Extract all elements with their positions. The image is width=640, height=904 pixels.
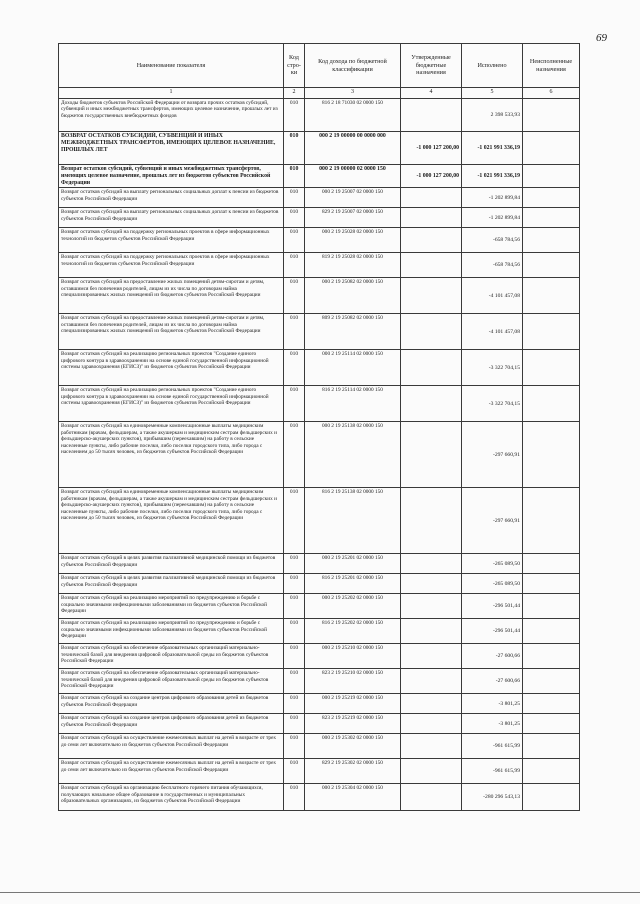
row-executed: -27 600,66 — [462, 644, 523, 669]
row-executed: -297 660,91 — [462, 488, 523, 554]
row-unexecuted — [523, 228, 580, 253]
row-line-code: 010 — [284, 228, 305, 253]
row-approved — [401, 350, 462, 386]
row-unexecuted — [523, 99, 580, 132]
row-unexecuted — [523, 132, 580, 165]
row-line-code: 010 — [284, 669, 305, 694]
row-income-code: 000 2 19 25219 02 0000 150 — [305, 694, 401, 714]
table-row — [59, 228, 580, 253]
row-name: Возврат остатков субсидий на предоставление жилых помещений детям-сиротам и детям, оставшимся без попечения родителей, лицам из их числа по договорам найма специализированных жилых помещений из бюджетов субъектов Российской Федерации — [59, 314, 284, 350]
row-approved — [401, 422, 462, 488]
row-executed: -658 784,56 — [462, 228, 523, 253]
row-unexecuted — [523, 165, 580, 188]
row-name: Возврат остатков субсидий на создание центров цифрового образования детей из бюджетов субъектов Российской Федерации — [59, 714, 284, 734]
row-income-code: 829 2 19 25007 02 0000 150 — [305, 208, 401, 228]
row-executed: -1 021 991 336,19 — [462, 165, 523, 188]
row-approved — [401, 208, 462, 228]
row-line-code: 010 — [284, 208, 305, 228]
row-name: Возврат остатков субсидий на осуществление ежемесячных выплат на детей в возрасте от трех до семи лет включительно из бюджетов субъектов Российской Федерации — [59, 759, 284, 784]
row-income-code: 823 2 19 25210 02 0000 150 — [305, 669, 401, 694]
row-line-code: 010 — [284, 644, 305, 669]
row-unexecuted — [523, 669, 580, 694]
row-name: Возврат остатков субсидий на создание центров цифрового образования детей из бюджетов субъектов Российской Федерации — [59, 694, 284, 714]
row-name: Возврат остатков субсидий на реализацию мероприятий по предупреждению и борьбе с социально значимыми инфекционными заболеваниями из бюджетов субъектов Российской Федерации — [59, 619, 284, 644]
row-name: Возврат остатков субсидий на выплату региональных социальных доплат к пенсии из бюджетов субъектов Российской Федерации — [59, 188, 284, 208]
row-line-code: 010 — [284, 574, 305, 594]
row-income-code: 000 2 19 00000 02 0000 150 — [305, 165, 401, 188]
row-name: Возврат остатков субсидий на поддержку региональных проектов в сфере информационных технологий из бюджетов субъектов Российской Федерации — [59, 253, 284, 278]
col-number-4: 4 — [401, 88, 462, 99]
row-line-code: 010 — [284, 314, 305, 350]
table-row — [59, 554, 580, 574]
row-executed: -3 322 704,15 — [462, 350, 523, 386]
row-approved — [401, 784, 462, 811]
row-income-code: 823 2 19 25219 02 0000 150 — [305, 714, 401, 734]
table-row — [59, 422, 580, 488]
row-income-code: 000 2 19 25201 02 0000 150 — [305, 554, 401, 574]
col-number-5: 5 — [462, 88, 523, 99]
row-line-code: 010 — [284, 554, 305, 574]
table-row — [59, 734, 580, 759]
row-line-code: 010 — [284, 99, 305, 132]
row-line-code: 010 — [284, 784, 305, 811]
row-income-code: 000 2 19 25082 02 0000 150 — [305, 278, 401, 314]
table-row — [59, 208, 580, 228]
table-row — [59, 99, 580, 132]
row-executed: -1 202 899,84 — [462, 208, 523, 228]
table-row — [59, 132, 580, 165]
row-line-code: 010 — [284, 132, 305, 165]
row-name: Возврат остатков субсидий на организацию бесплатного горячего питания обучающихся, получающих начальное общее образование в государственных и муниципальных образовательных организациях, из бюджетов субъектов Российской Федерации — [59, 784, 284, 811]
row-executed: -297 660,91 — [462, 422, 523, 488]
row-name: Возврат остатков субсидий на выплату региональных социальных доплат к пенсии из бюджетов субъектов Российской Федерации — [59, 208, 284, 228]
row-income-code: 000 2 19 00000 00 0000 000 — [305, 132, 401, 165]
header-name: Наименование показателя — [59, 44, 284, 88]
row-executed: -961 615,99 — [462, 734, 523, 759]
row-income-code: 829 2 19 25302 02 0000 150 — [305, 759, 401, 784]
row-name: Доходы бюджетов субъектов Российской Федерации от возврата прочих остатков субсидий, субвенций и иных межбюджетных трансфертов, имеющих целевое назначение, прошлых лет из бюджетов государственных внебюджетных фондов — [59, 99, 284, 132]
page-number: 69 — [596, 32, 607, 44]
table-row — [59, 253, 580, 278]
row-name: Возврат остатков субсидий в целях развития паллиативной медицинской помощи из бюджетов субъектов Российской Федерации — [59, 574, 284, 594]
row-unexecuted — [523, 734, 580, 759]
row-executed: -3 322 704,15 — [462, 386, 523, 422]
table-row — [59, 669, 580, 694]
row-line-code: 010 — [284, 694, 305, 714]
table-row — [59, 386, 580, 422]
table-row — [59, 350, 580, 386]
row-unexecuted — [523, 488, 580, 554]
row-executed: -296 501,44 — [462, 619, 523, 644]
table-row — [59, 188, 580, 208]
header-executed: Исполнено — [462, 44, 523, 88]
table-row — [59, 644, 580, 669]
row-unexecuted — [523, 314, 580, 350]
row-executed: -3 801,25 — [462, 694, 523, 714]
header-approved: Утвержденные бюджетные назначения — [401, 44, 462, 88]
row-name: Возврат остатков субсидий на реализацию региональных проектов "Создание единого цифрового контура в здравоохранении на основе единой государственной информационной системы здравоохранения (ЕГИСЗ)" из бюджетов субъектов Российской Федерации — [59, 350, 284, 386]
row-income-code: 809 2 19 25082 02 0000 150 — [305, 314, 401, 350]
row-executed: -3 801,25 — [462, 714, 523, 734]
row-income-code: 000 2 19 25302 02 0000 150 — [305, 734, 401, 759]
row-approved — [401, 554, 462, 574]
row-unexecuted — [523, 554, 580, 574]
row-line-code: 010 — [284, 350, 305, 386]
row-name: Возврат остатков субсидий на реализацию региональных проектов "Создание единого цифрового контура в здравоохранении на основе единой государственной информационной системы здравоохранения (ЕГИСЗ)" из бюджетов субъектов Российской Федерации — [59, 386, 284, 422]
scan-edge-line — [0, 892, 640, 893]
row-unexecuted — [523, 253, 580, 278]
table-row — [59, 278, 580, 314]
row-approved — [401, 594, 462, 619]
row-line-code: 010 — [284, 188, 305, 208]
table-row — [59, 619, 580, 644]
table-row — [59, 165, 580, 188]
row-name: Возврат остатков субсидий на осуществление ежемесячных выплат на детей в возрасте от трех до семи лет включительно из бюджетов субъектов Российской Федерации — [59, 734, 284, 759]
row-executed: 2 398 533,93 — [462, 99, 523, 132]
row-executed: -265 089,50 — [462, 554, 523, 574]
row-approved — [401, 574, 462, 594]
row-unexecuted — [523, 784, 580, 811]
table-row — [59, 784, 580, 811]
row-income-code: 000 2 19 25007 02 0000 150 — [305, 188, 401, 208]
row-approved — [401, 488, 462, 554]
row-unexecuted — [523, 188, 580, 208]
row-income-code: 000 2 19 25304 02 0000 150 — [305, 784, 401, 811]
row-executed: -658 784,56 — [462, 253, 523, 278]
header-line-code: Код стро-ки — [284, 44, 305, 88]
table-row — [59, 574, 580, 594]
row-income-code: 816 2 19 25114 02 0000 150 — [305, 386, 401, 422]
table-row — [59, 314, 580, 350]
row-income-code: 000 2 19 25202 02 0000 150 — [305, 594, 401, 619]
row-executed: -4 101 457,08 — [462, 314, 523, 350]
row-executed: -1 202 899,84 — [462, 188, 523, 208]
row-income-code: 000 2 19 25138 02 0000 150 — [305, 422, 401, 488]
row-approved — [401, 714, 462, 734]
row-approved — [401, 669, 462, 694]
row-line-code: 010 — [284, 386, 305, 422]
row-approved — [401, 228, 462, 253]
row-income-code: 819 2 19 25028 02 0000 150 — [305, 253, 401, 278]
row-executed: -27 600,66 — [462, 669, 523, 694]
row-line-code: 010 — [284, 422, 305, 488]
row-name: Возврат остатков субсидий, субвенций и иных межбюджетных трансфертов, имеющих целевое назначение, прошлых лет из бюджетов субъектов Российской Федерации — [59, 165, 284, 188]
row-unexecuted — [523, 694, 580, 714]
row-unexecuted — [523, 594, 580, 619]
row-executed: -961 615,99 — [462, 759, 523, 784]
col-number-6: 6 — [523, 88, 580, 99]
row-approved: -1 000 127 200,00 — [401, 165, 462, 188]
row-executed: -280 296 543,13 — [462, 784, 523, 811]
row-approved — [401, 694, 462, 714]
row-executed: -1 021 991 336,19 — [462, 132, 523, 165]
row-approved — [401, 99, 462, 132]
row-income-code: 816 2 18 71030 02 0000 150 — [305, 99, 401, 132]
row-unexecuted — [523, 422, 580, 488]
table-row — [59, 594, 580, 619]
row-income-code: 816 2 19 25138 02 0000 150 — [305, 488, 401, 554]
table-row — [59, 694, 580, 714]
col-number-1: 1 — [59, 88, 284, 99]
row-executed: -265 089,50 — [462, 574, 523, 594]
row-approved — [401, 759, 462, 784]
row-unexecuted — [523, 644, 580, 669]
row-line-code: 010 — [284, 619, 305, 644]
table-row — [59, 488, 580, 554]
row-name: Возврат остатков субсидий в целях развития паллиативной медицинской помощи из бюджетов субъектов Российской Федерации — [59, 554, 284, 574]
row-income-code: 000 2 19 25114 02 0000 150 — [305, 350, 401, 386]
row-income-code: 000 2 19 25028 02 0000 150 — [305, 228, 401, 253]
row-approved — [401, 386, 462, 422]
row-unexecuted — [523, 714, 580, 734]
row-approved — [401, 278, 462, 314]
header-row — [59, 44, 580, 88]
row-name: Возврат остатков субсидий на поддержку региональных проектов в сфере информационных технологий из бюджетов субъектов Российской Федерации — [59, 228, 284, 253]
row-approved: -1 000 127 200,00 — [401, 132, 462, 165]
row-name: Возврат остатков субсидий на реализацию мероприятий по предупреждению и борьбе с социально значимыми инфекционными заболеваниями из бюджетов субъектов Российской Федерации — [59, 594, 284, 619]
row-name: Возврат остатков субсидий на единовременные компенсационные выплаты медицинским работникам (врачам, фельдшерам, а также акушеркам и медицинским сестрам фельдшерских и фельдшерско-акушерских пунктов), прибывшим (переехавшим) на работу в сельские населенные пункты, либо рабочие поселки, либо поселки городского типа, либо города с населением до 50 тысяч человек, из бюджетов субъектов Российской Федерации — [59, 488, 284, 554]
row-approved — [401, 188, 462, 208]
row-unexecuted — [523, 619, 580, 644]
table-row — [59, 714, 580, 734]
row-income-code: 816 2 19 25202 02 0000 150 — [305, 619, 401, 644]
row-executed: -296 501,44 — [462, 594, 523, 619]
col-number-3: 3 — [305, 88, 401, 99]
row-name: Возврат остатков субсидий на единовременные компенсационные выплаты медицинским работникам (врачам, фельдшерам, а также акушеркам и медицинским сестрам фельдшерских и фельдшерско-акушерских пунктов), прибывшим (переехавшим) на работу в сельские населенные пункты, либо рабочие поселки, либо поселки городского типа, либо города с населением до 50 тысяч человек, из бюджетов субъектов Российской Федерации — [59, 422, 284, 488]
row-unexecuted — [523, 350, 580, 386]
header-unexecuted: Неисполненные назначения — [523, 44, 580, 88]
column-number-row — [59, 88, 580, 99]
row-unexecuted — [523, 386, 580, 422]
row-executed: -4 101 457,08 — [462, 278, 523, 314]
row-income-code: 816 2 19 25201 02 0000 150 — [305, 574, 401, 594]
row-approved — [401, 619, 462, 644]
row-line-code: 010 — [284, 488, 305, 554]
row-unexecuted — [523, 278, 580, 314]
table-row — [59, 759, 580, 784]
row-name: Возврат остатков субсидий на предоставление жилых помещений детям-сиротам и детям, оставшимся без попечения родителей, лицам из их числа по договорам найма специализированных жилых помещений из бюджетов субъектов Российской Федерации — [59, 278, 284, 314]
col-number-2: 2 — [284, 88, 305, 99]
row-line-code: 010 — [284, 714, 305, 734]
row-line-code: 010 — [284, 278, 305, 314]
row-approved — [401, 253, 462, 278]
row-line-code: 010 — [284, 594, 305, 619]
header-income-code: Код дохода по бюджетной классификации — [305, 44, 401, 88]
row-unexecuted — [523, 208, 580, 228]
row-name: Возврат остатков субсидий на обеспечение образовательных организаций материально-технической базой для внедрения цифровой образовательной среды из бюджетов субъектов Российской Федерации — [59, 669, 284, 694]
budget-table — [58, 43, 580, 811]
row-unexecuted — [523, 759, 580, 784]
row-line-code: 010 — [284, 759, 305, 784]
row-income-code: 000 2 19 25210 02 0000 150 — [305, 644, 401, 669]
row-line-code: 010 — [284, 253, 305, 278]
row-line-code: 010 — [284, 165, 305, 188]
row-approved — [401, 314, 462, 350]
row-approved — [401, 734, 462, 759]
row-name: ВОЗВРАТ ОСТАТКОВ СУБСИДИЙ, СУБВЕНЦИЙ И ИНЫХ МЕЖБЮДЖЕТНЫХ ТРАНСФЕРТОВ, ИМЕЮЩИХ ЦЕЛЕВОЕ НАЗНАЧЕНИЕ, ПРОШЛЫХ ЛЕТ — [59, 132, 284, 165]
row-approved — [401, 644, 462, 669]
row-name: Возврат остатков субсидий на обеспечение образовательных организаций материально-технической базой для внедрения цифровой образовательной среды из бюджетов субъектов Российской Федерации — [59, 644, 284, 669]
row-unexecuted — [523, 574, 580, 594]
row-line-code: 010 — [284, 734, 305, 759]
